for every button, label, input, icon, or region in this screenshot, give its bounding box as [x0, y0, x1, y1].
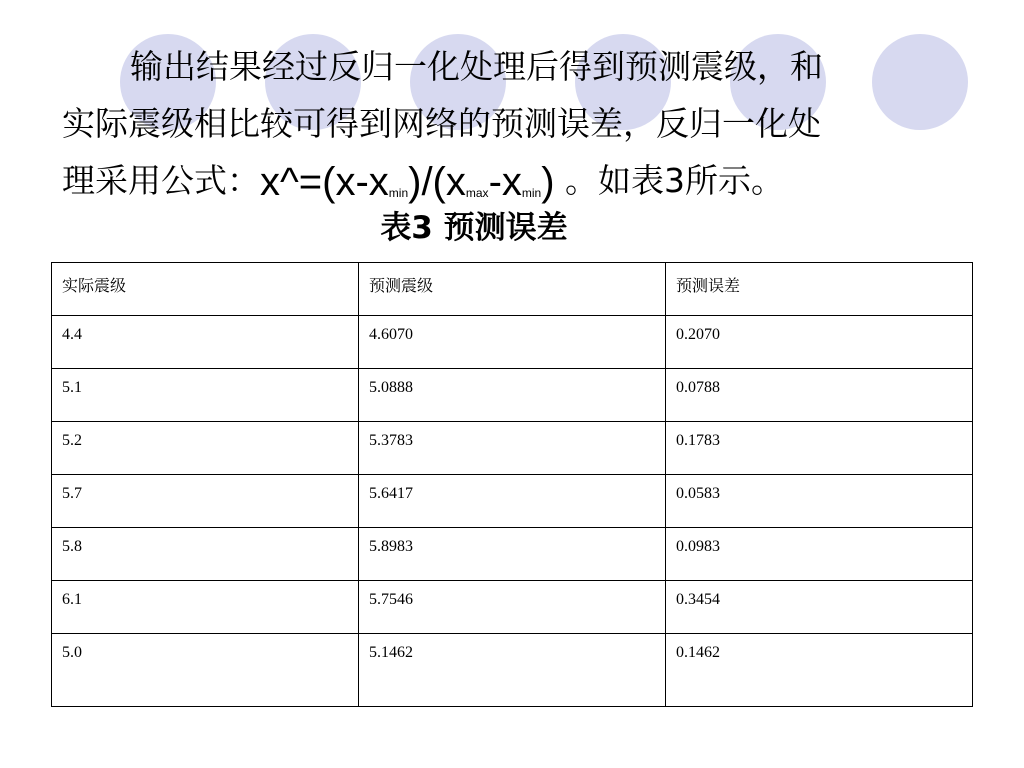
table-cell: 5.7: [52, 475, 359, 528]
formula-part: -x: [488, 160, 522, 204]
table-cell: 0.1783: [666, 422, 973, 475]
table-cell: 4.4: [52, 316, 359, 369]
table-cell: 0.3454: [666, 581, 973, 634]
body-paragraph: [62, 38, 982, 222]
table-row: [52, 528, 973, 581]
table-cell: 5.0888: [359, 369, 666, 422]
table-row: [52, 475, 973, 528]
table-cell: 5.3783: [359, 422, 666, 475]
formula-subscript-min: min: [521, 186, 542, 200]
formula-subscript-max: max: [465, 186, 489, 200]
table-cell: 5.7546: [359, 581, 666, 634]
table-cell: 0.1462: [666, 634, 973, 707]
table-cell: 5.0: [52, 634, 359, 707]
table-caption-wrap: [0, 202, 1024, 247]
table-cell: 5.8983: [359, 528, 666, 581]
table-cell: 5.1462: [359, 634, 666, 707]
prediction-error-table: [51, 262, 973, 707]
formula-label: 理采用公式：: [62, 161, 260, 200]
table-cell: 5.2: [52, 422, 359, 475]
formula-part: x^=(x-x: [260, 160, 389, 204]
table-cell: 0.0983: [666, 528, 973, 581]
table-cell: 5.6417: [359, 475, 666, 528]
table-row: [52, 369, 973, 422]
table-cell: 5.8: [52, 528, 359, 581]
paragraph-line: 输出结果经过反归一化处理后得到预测震级，和: [130, 47, 823, 86]
formula: [260, 160, 555, 204]
table-cell: 6.1: [52, 581, 359, 634]
header-cell: 预测震级: [359, 263, 666, 316]
table-row: [52, 581, 973, 634]
table-cell: 0.0583: [666, 475, 973, 528]
formula-subscript-min: min: [388, 186, 409, 200]
paragraph-line: 实际震级相比较可得到网络的预测误差，反归一化处: [62, 104, 821, 143]
table-cell: 0.0788: [666, 369, 973, 422]
table-row: [52, 316, 973, 369]
table-cell: 5.1: [52, 369, 359, 422]
header-cell: 预测误差: [666, 263, 973, 316]
formula-part: )/(x: [408, 160, 466, 204]
table-cell: 0.2070: [666, 316, 973, 369]
table-caption: 表3 预测误差: [380, 210, 568, 246]
formula-part: ): [541, 160, 555, 204]
header-cell: 实际震级: [52, 263, 359, 316]
table-header-row: [52, 263, 973, 316]
table-row: [52, 422, 973, 475]
table-row: [52, 634, 973, 707]
table-cell: 4.6070: [359, 316, 666, 369]
formula-suffix: 。如表3所示。: [554, 161, 785, 200]
